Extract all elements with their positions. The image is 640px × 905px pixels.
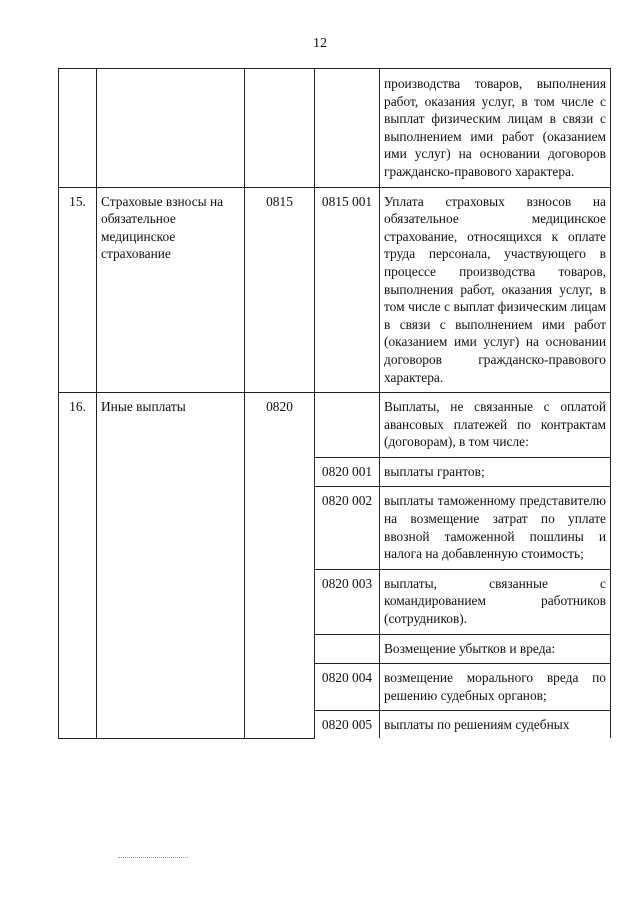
row-name-cell: Иные выплаты [97,393,245,739]
page-number: 12 [313,36,327,51]
row-number-cell: 15. [59,187,97,393]
row-code-cell: 0820 [245,393,315,739]
row-subcode-cell: 0820 001 [315,457,380,487]
row-subcode-cell: 0820 004 [315,664,380,711]
row-number-cell: 16. [59,393,97,739]
row-subcode-cell [315,634,380,664]
row-subcode-cell [315,393,380,458]
row-description-cell: возмещение морального вреда по решению судебных органов; [380,664,611,711]
row-description-cell: выплаты таможенному представителю на возмещение затрат по уплате ввозной таможенной пошлины и налога на добавленную стоимость; [380,487,611,569]
row-number-cell [59,69,97,188]
row-code-cell: 0815 [245,187,315,393]
row-description-cell: выплаты по решениям судебных [380,711,611,739]
row-subcode-cell: 0815 001 [315,187,380,393]
row-subcode-cell: 0820 005 [315,711,380,739]
row-description-cell: выплаты, связанные с командированием работников (сотрудников). [380,569,611,634]
row-code-cell [245,69,315,188]
row-description-cell: Уплата страховых взносов на обязательное медицинское страхование, относящихся к оплате труда персонала, участвующего в процессе производства товаров, выполнения работ, оказания услуг, в том числе с выплат физическим лицам в связи с выполнением ими работ (оказанием ими услуг) на основании договоров гражданско-правового характера. [380,187,611,393]
row-subcode-cell: 0820 003 [315,569,380,634]
table-row [59,393,611,458]
row-name-cell [97,69,245,188]
row-description-cell: Возмещение убытков и вреда: [380,634,611,664]
row-description-cell: производства товаров, выполнения работ, оказания услуг, в том числе с выплат физическим лицам в связи с выполнением ими работ (оказанием ими услуг) на основании договоров гражданско-правового характера. [380,69,611,188]
table-row [59,187,611,393]
scan-mark [118,857,188,858]
row-subcode-cell [315,69,380,188]
row-name-cell: Страховые взносы на обязательное медицинское страхование [97,187,245,393]
row-subcode-cell: 0820 002 [315,487,380,569]
row-description-cell: Выплаты, не связанные с оплатой авансовых платежей по контрактам (договорам), в том числе: [380,393,611,458]
row-description-cell: выплаты грантов; [380,457,611,487]
table-row [59,69,611,188]
document-table [58,68,611,739]
